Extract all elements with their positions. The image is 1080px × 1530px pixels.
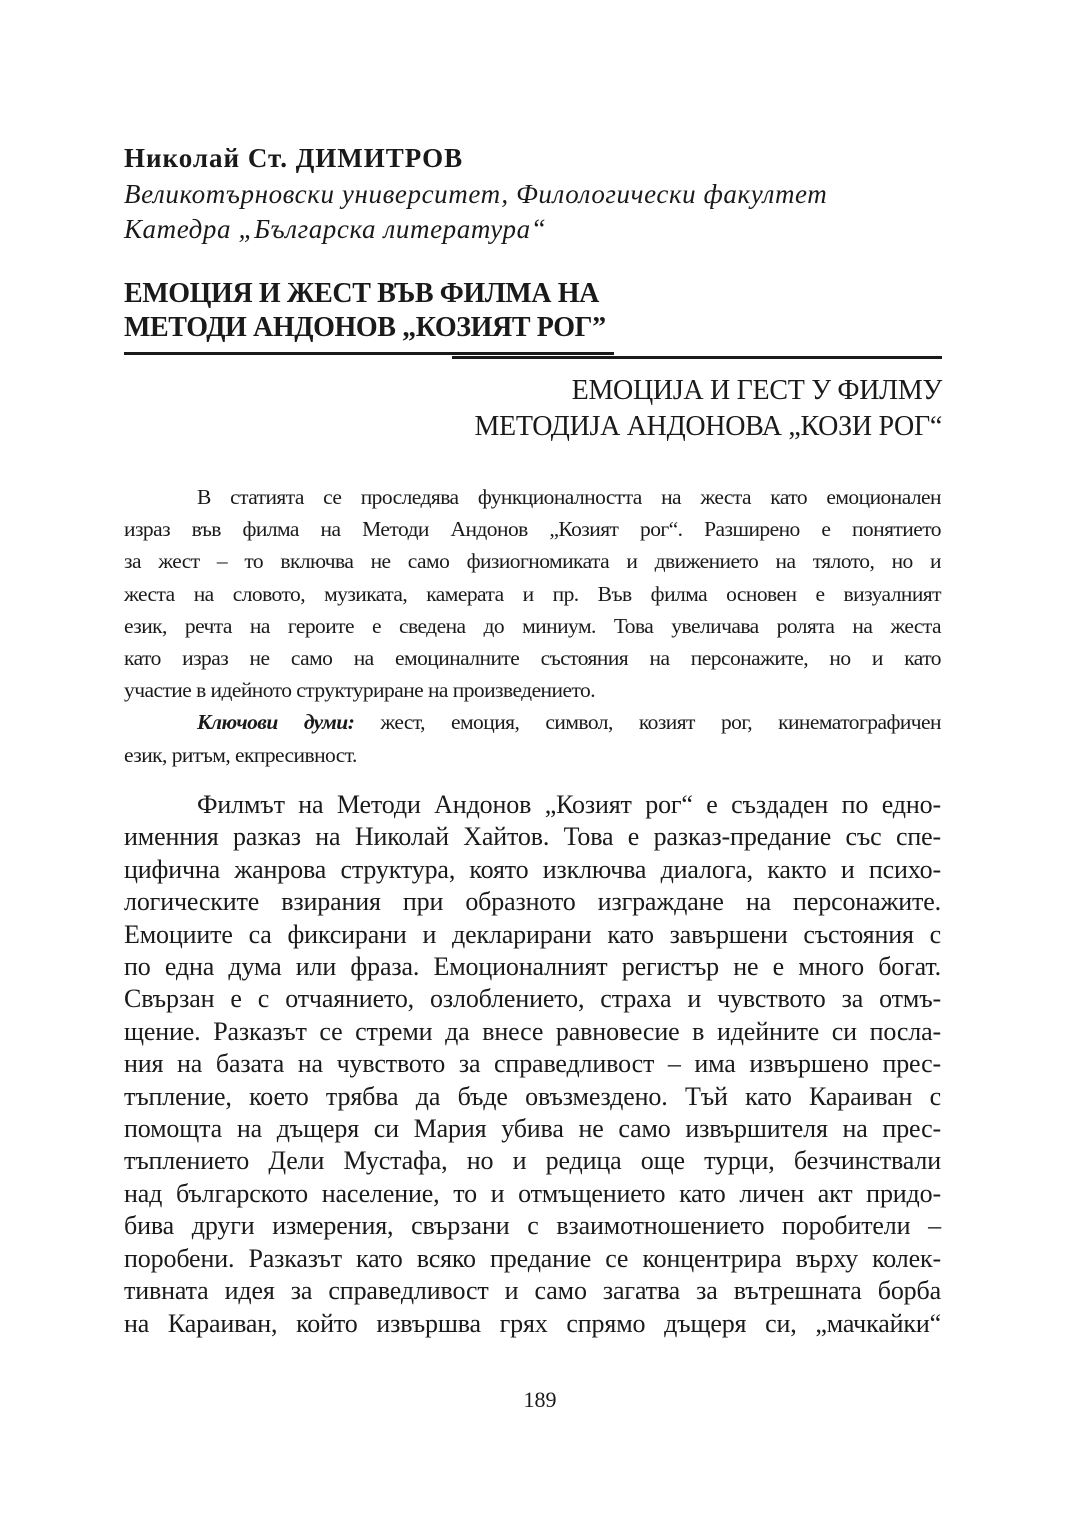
affiliation-line: Великотърновски университет, Филологически факултет: [124, 179, 828, 209]
body-line: щение. Разказът се стреми да внесе равновесие в идейните си посла-: [124, 1016, 941, 1046]
body-line: Филмът на Методи Андонов „Козият рог“ е създаден по едно-: [197, 790, 941, 819]
body-line: бива други измерения, свързани с взаимотношението поробители –: [124, 1211, 941, 1241]
body-line: Емоциите са фиксирани и декларирани като завършени състояния с: [124, 919, 941, 949]
author-affiliation: [124, 177, 827, 247]
body-text: [124, 789, 941, 1340]
abstract-line: участие в идейното структуриране на произведението.: [124, 678, 596, 703]
keywords-label: Ключови думи:: [197, 710, 355, 735]
body-line: по една дума или фраза. Емоционалният регистър не е много богат.: [124, 952, 941, 982]
body-line: логическите взирания при образното изграждане на персонажите.: [124, 887, 941, 917]
translated-title-line: ЕМОЦИЈА И ГЕСТ У ФИЛМУ: [571, 375, 942, 406]
author-name: Николай Ст. ДИМИТРОВ: [124, 143, 464, 173]
abstract-line: израз във филма на Методи Андонов „Козият рог“. Разширено е понятието: [124, 517, 941, 542]
body-line: Свързан е с отчаянието, озлоблението, страха и чувството за отмъ-: [124, 984, 941, 1014]
translated-title-line: МЕТОДИЈА АНДОНОВА „КОЗИ РОГ“: [474, 411, 942, 442]
abstract-line: жеста на словото, музиката, камерата и пр. Във филма основен е визуалният: [124, 581, 941, 606]
article-title: [124, 277, 606, 345]
translated-title: [474, 373, 942, 445]
body-line: поробени. Разказът като всяко предание се концентрира върху колек-: [124, 1243, 941, 1273]
keywords-line: език, ритъм, екпресивност.: [124, 742, 357, 767]
page-number: 189: [523, 1387, 557, 1412]
body-line: тивната идея за справедливост и само загатва за вътрешната борба: [124, 1276, 941, 1306]
keywords-values: жест, емоция, символ, козият рог, кинематографичен: [354, 710, 941, 735]
abstract-line: В статията се проследява функционалността на жеста като емоционален: [197, 485, 941, 509]
body-line: тъплението Дели Мустафа, но и редица още турци, безчинствали: [124, 1146, 941, 1176]
body-line: помощта на дъщеря си Мария убива не само извършителя на прес-: [124, 1114, 941, 1144]
body-line: ния на базата на чувството за справедливост – има извършено прес-: [124, 1049, 941, 1079]
title-rule-lower: [452, 356, 942, 359]
body-line: цифична жанрова структура, която изключва диалога, както и психо-: [124, 854, 941, 884]
abstract: [124, 481, 941, 771]
affiliation-line: Катедра „Българска литература“: [124, 214, 547, 244]
title-line: МЕТОДИ АНДОНОВ „КОЗИЯТ РОГ”: [124, 312, 606, 343]
abstract-line: език, речта на героите е сведена до миниум. Това увеличава ролята на жеста: [124, 613, 941, 638]
keywords-line: [124, 706, 941, 738]
body-line: на Караиван, който извършва грях спрямо дъщеря си, „мачкайки“: [124, 1308, 941, 1338]
abstract-line: като израз не само на емоциналните състояния на персонажите, но и като: [124, 646, 941, 671]
body-line: именния разказ на Николай Хайтов. Това е разказ-предание със спе-: [124, 822, 941, 852]
title-rule-upper: [124, 352, 614, 355]
abstract-line: за жест – то включва не само физиогномиката и движението на тялото, но и: [124, 549, 941, 574]
body-line: тъпление, което трябва да бъде овъзмездено. Тъй като Караиван с: [124, 1081, 941, 1111]
title-line: ЕМОЦИЯ И ЖЕСТ ВЪВ ФИЛМА НА: [124, 278, 599, 309]
body-line: над българското население, то и отмъщението като личен акт придо-: [124, 1178, 941, 1208]
